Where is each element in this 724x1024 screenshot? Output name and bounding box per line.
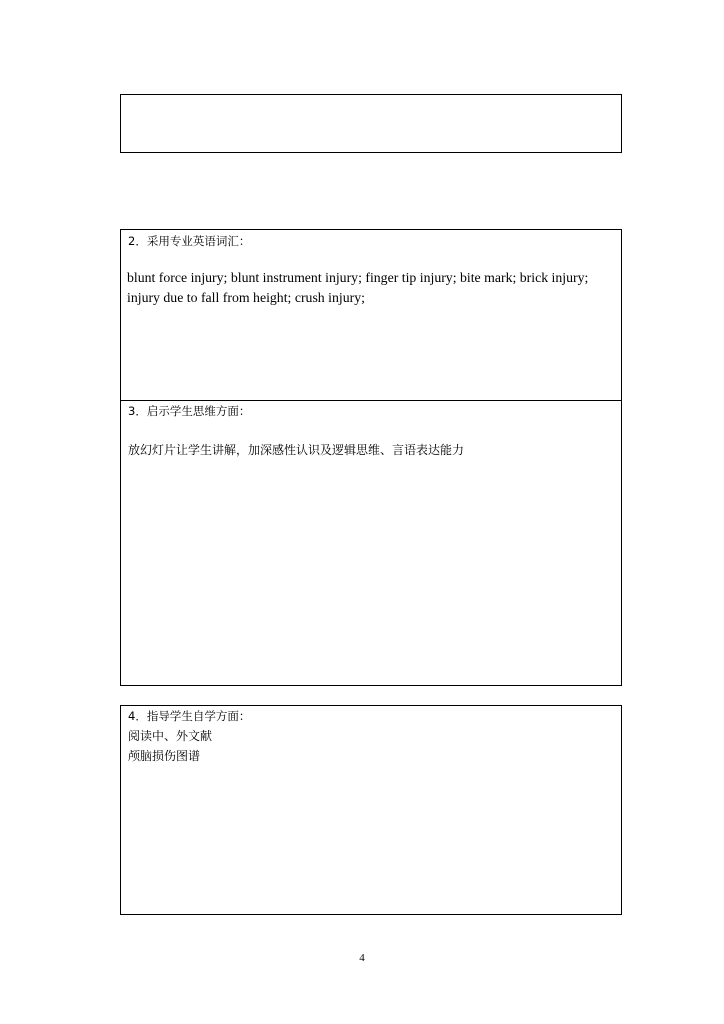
thinking-heading: 3．启示学生思维方面： [128, 404, 251, 418]
vocabulary-heading: 2．采用专业英语词汇： [128, 234, 251, 248]
self-study-line: 颅脑损伤图谱 [128, 749, 201, 763]
thinking-text: 放幻灯片让学生讲解，加深感性认识及逻辑思维、言语表达能力 [128, 443, 465, 457]
self-study-line: 阅读中、外文献 [128, 729, 213, 743]
self-study-list [128, 726, 212, 766]
thinking-section [120, 400, 622, 686]
empty-section-box [120, 94, 622, 153]
self-study-section [120, 705, 622, 915]
vocabulary-section [120, 229, 622, 401]
vocabulary-text: blunt force injury; blunt instrument injury; finger tip injury; bite mark; brick injury; injury due to fall from height; crush injury; [127, 270, 589, 305]
self-study-heading: 4．指导学生自学方面： [128, 709, 251, 723]
page-number: 4 [359, 952, 365, 964]
